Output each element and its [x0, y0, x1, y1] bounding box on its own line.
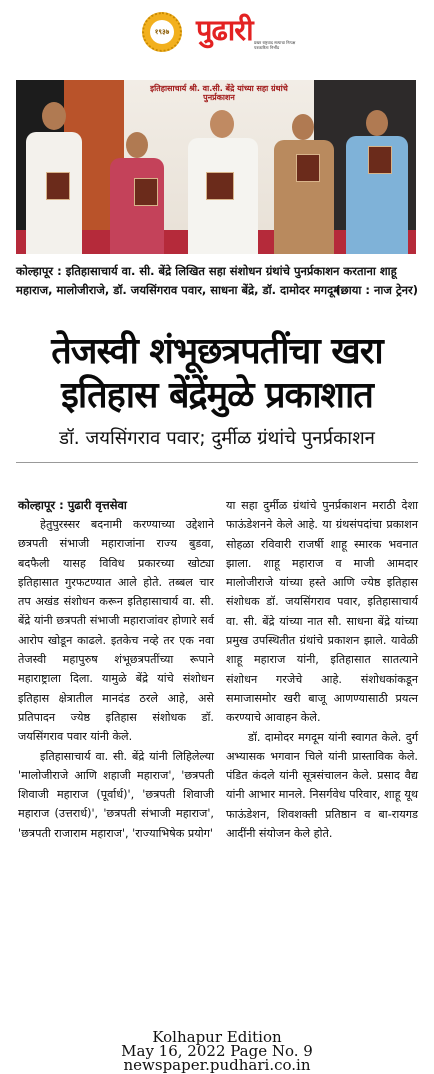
edition-label: Kolhapur Edition [152, 1028, 282, 1046]
paragraph: या सहा दुर्मीळ ग्रंथांचे पुनर्प्रकाशन मराठी देशा फाऊंडेशनने केले आहे. या ग्रंथसंपदांचा प्रकाशन सोहळा रविवारी राजर्षी शाहू स्मारक भवनात झाला. शाहू महाराज व माजी आमदार मालोजीराजे यांच्या हस्ते आणि ज्येष्ठ इतिहास संशोधक डॉ. जयसिंगराव पवार, इतिहासाचार्य वा. सी. बेंद्रे यांच्या नात सौ. साधना बेंद्रे यांच्या प्रमुख उपस्थितीत ग्रंथांचे प्रकाशन झाले. यावेळी शाहू महाराज यांनी, इतिहासात सातत्याने संशोधन गरजेचे आहे. संशोधकांकडून समाजासमोर खरी बाजू आणण्यासाठी प्रयत्न करण्याचे आवाहन केले. [226, 499, 418, 725]
dateline: कोल्हापूर : पुढारी वृत्तसेवा [18, 498, 127, 512]
event-photo [16, 80, 416, 254]
site-label: newspaper.pudhari.co.in [123, 1056, 311, 1074]
masthead-tagline: प्रखर राष्ट्रवाद सत्याचा निःपक्ष पत्रकारिता निर्भीड [254, 40, 296, 50]
banner-title: इतिहासाचार्य श्री. वा.सी. बेंद्रे यांच्या सहा ग्रंथांचे पुनर्प्रकाशन [150, 84, 288, 102]
emblem-logo-icon [142, 12, 182, 52]
masthead [0, 0, 434, 70]
headline [14, 330, 420, 418]
photo-credit: (छाया : नाज ट्रेनर) [335, 283, 418, 297]
person-3 [184, 110, 262, 254]
page-footer [0, 1030, 434, 1072]
date-page-label: May 16, 2022 Page No. 9 [121, 1042, 313, 1060]
newspaper-brand-logo: पुढारी [196, 13, 253, 47]
paragraph: इतिहासाचार्य वा. सी. बेंद्रे यांनी लिहिलेल्या 'मालोजीराजे आणि शहाजी महाराज', 'छत्रपती शिवाजी महाराज (पूर्वार्ध)', 'छत्रपती शिवाजी महाराज (उत्तरार्ध)', 'छत्रपती संभाजी महाराज', 'छत्रपती राजाराम महाराज', 'राज्याभिषेक प्रयोग' [18, 749, 214, 840]
headline-line-1: तेजस्वी शंभूछत्रपतींचा खरा [51, 331, 383, 372]
person-2 [106, 132, 168, 254]
person-5 [342, 110, 412, 254]
paragraph: हेतुपुरस्सर बदनामी करण्याच्या उद्देशाने छत्रपती संभाजी महाराजांना राज्य बुडवा, बदफैली यासह विविध प्रकारच्या खोट्या इतिहासात गुरफटण्यात आले होते. तब्बल चार तप अखंड संशोधन करून इतिहासाचार्य वा. सी. बेंद्रे यांनी छत्रपती संभाजी महाराजांवर होणारे सर्व आरोप खोडून काढले. इतकेच नव्हे तर एक नवा तेजस्वी महापुरुष शंभूछत्रपतींच्या रूपाने महाराष्ट्राला दिला. यामुळे बेंद्रे यांचे संशोधन इतिहास क्षेत्रातील मानदंड ठरले आहे, असे प्रतिपादन ज्येष्ठ इतिहास संशोधक डॉ. जयसिंगराव पवार यांनी केले. [18, 518, 214, 744]
photo-caption [16, 262, 418, 300]
caption-text: कोल्हापूर : इतिहासाचार्य वा. सी. बेंद्रे लिखित सहा संशोधन ग्रंथांचे पुनर्प्रकाशन करताना शाहू महाराज, मालोजीराजे, डॉ. जयसिंगराव पवार, साधना बेंद्रे, डॉ. दामोदर मगदूम. [16, 264, 397, 297]
divider [16, 462, 418, 463]
subheadline: डॉ. जयसिंगराव पवार; दुर्मीळ ग्रंथांचे पुनर्प्रकाशन [59, 428, 375, 449]
paragraph: डॉ. दामोदर मगदूम यांनी स्वागत केले. दुर्ग अभ्यासक भगवान चिले यांनी प्रास्ताविक केले. पंडित कंदले यांनी सूत्रसंचालन केले. प्रसाद वैद्य यांनी आभार मानले. निसर्गवेध परिवार, शाहू यूथ फाऊंडेशन, शिवशक्ती प्रतिष्ठान व बा-रायगड आदींनी संयोजन केले होते. [226, 730, 418, 841]
article-column-left [18, 496, 214, 843]
person-4 [270, 114, 338, 254]
headline-line-2: इतिहास बेंद्रेंमुळे प्रकाशात [61, 375, 373, 416]
emblem-year: १९३७ [150, 20, 174, 44]
person-1 [22, 102, 86, 254]
article-column-right [226, 496, 418, 843]
